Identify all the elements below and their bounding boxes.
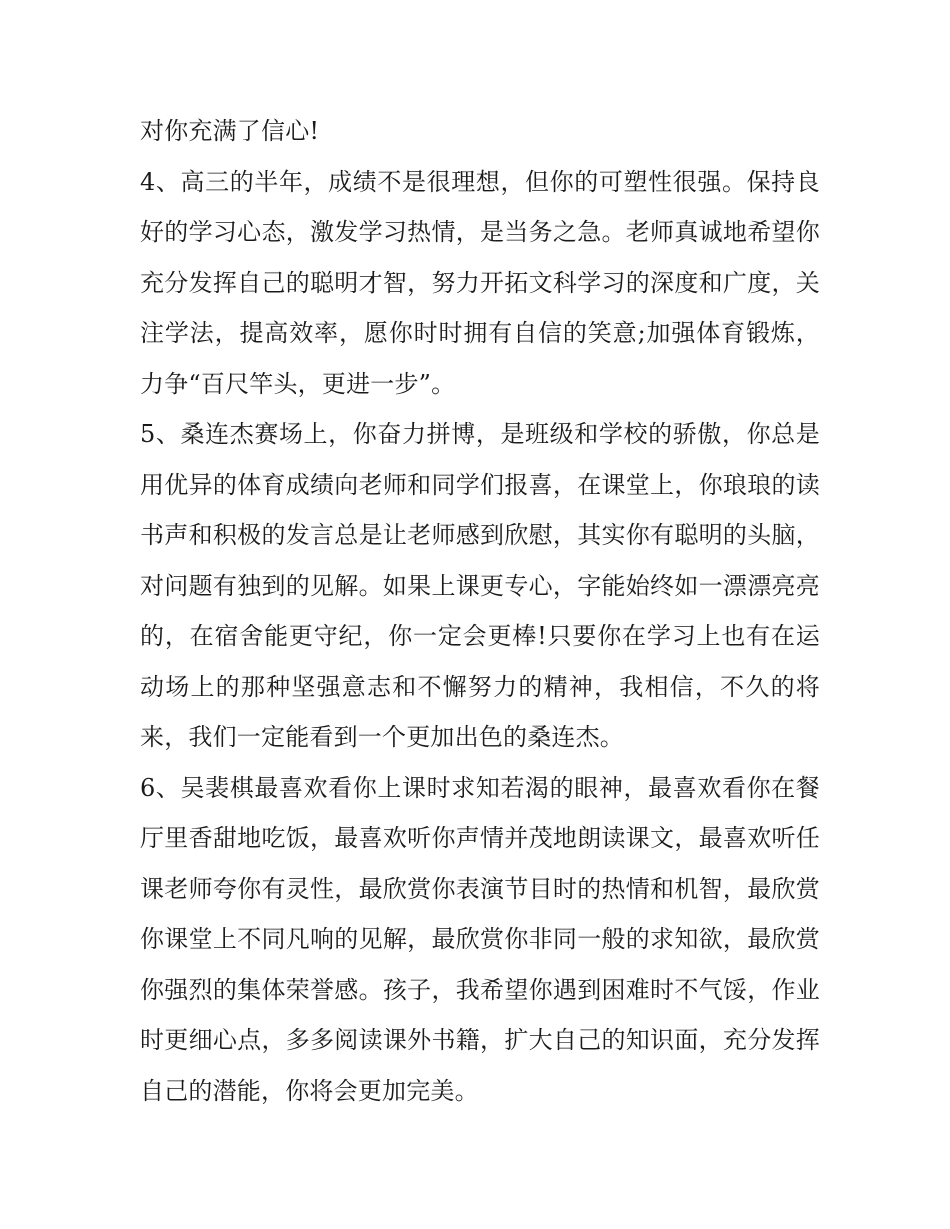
paragraph-item-6: 6、吴裴棋最喜欢看你上课时求知若渴的眼神，最喜欢看你在餐厅里香甜地吃饭，最喜欢听你声情并茂地朗读课文，最喜欢听任课老师夸你有灵性，最欣赏你表演节目时的热情和机智，最欣赏你课堂上不同凡响的见解，最欣赏你非同一般的求知欲，最欣赏你强烈的集体荣誉感。孩子，我希望你遇到困难时不气馁，作业时更细心点，多多阅读课外书籍，扩大自己的知识面，充分发挥自己的潜能，你将会更加完美。 [140, 773, 820, 1105]
document-body [140, 106, 820, 1116]
paragraph-continuation: 对你充满了信心! [140, 117, 320, 145]
paragraph-item-4: 4、高三的半年，成绩不是很理想，但你的可塑性很强。保持良好的学习心态，激发学习热情，是当务之急。老师真诚地希望你充分发挥自己的聪明才智，努力开拓文科学习的深度和广度，关注学法，提高效率，愿你时时拥有自信的笑意;加强体育锻炼，力争“百尺竿头，更进一步”。 [140, 167, 820, 398]
paragraph-item-5: 5、桑连杰赛场上，你奋力拼博，是班级和学校的骄傲，你总是用优异的体育成绩向老师和同学们报喜，在课堂上，你琅琅的读书声和积极的发言总是让老师感到欣慰，其实你有聪明的头脑，对问题有独到的见解。如果上课更专心，字能始终如一漂漂亮亮的，在宿舍能更守纪，你一定会更棒!只要你在学习上也有在运动场上的那种坚强意志和不懈努力的精神，我相信，不久的将来，我们一定能看到一个更加出色的桑连杰。 [140, 420, 820, 751]
